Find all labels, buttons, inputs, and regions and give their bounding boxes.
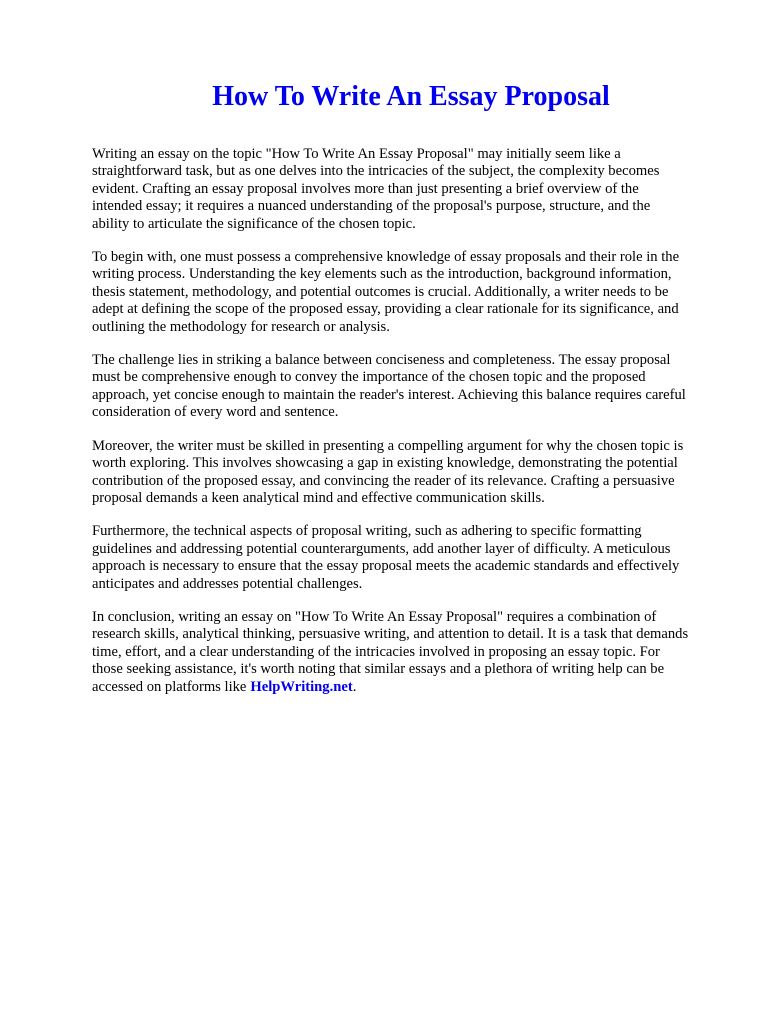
paragraph — [92, 609, 732, 696]
paragraph-line: approach is necessary to ensure that the essay proposal meets the academic standards and effectively — [92, 558, 680, 575]
paragraph-line: In conclusion, writing an essay on "How To Write An Essay Proposal" requires a combination of — [92, 608, 657, 625]
line-text: accessed on platforms like — [92, 678, 247, 695]
paragraph-line: writing process. Understanding the key elements such as the introduction, background information, — [92, 266, 672, 283]
paragraph-line: To begin with, one must possess a comprehensive knowledge of essay proposals and their role in the — [92, 249, 680, 266]
paragraph-line: must be comprehensive enough to convey the importance of the chosen topic and the proposed — [92, 369, 646, 386]
paragraph-line: worth exploring. This involves showcasing a gap in existing knowledge, demonstrating the potential — [92, 455, 678, 472]
paragraph-line: intended essay; it requires a nuanced understanding of the proposal's purpose, structure, and the — [92, 198, 651, 215]
paragraph-line: thesis statement, methodology, and potential outcomes is crucial. Additionally, a writer needs to be — [92, 283, 669, 300]
paragraph-line: guidelines and addressing potential counterarguments, add another layer of difficulty. A meticulous — [92, 540, 671, 557]
paragraph-line: time, effort, and a clear understanding of the intricacies involved in proposing an essay topic. For — [92, 643, 660, 660]
paragraph — [92, 523, 732, 593]
paragraph-line: evident. Crafting an essay proposal involves more than just presenting a brief overview of the — [92, 180, 639, 197]
paragraph — [92, 146, 732, 233]
paragraph-line: proposal demands a keen analytical mind and effective communication skills. — [92, 489, 545, 506]
paragraph-line: The challenge lies in striking a balance between conciseness and completeness. The essay proposal — [92, 352, 671, 369]
paragraph — [92, 352, 732, 422]
paragraph-line: research skills, analytical thinking, persuasive writing, and attention to detail. It is a task that demands — [92, 626, 689, 643]
paragraph — [92, 249, 732, 336]
paragraph-line: Writing an essay on the topic "How To Write An Essay Proposal" may initially seem like a — [92, 146, 621, 162]
paragraph-line: ability to articulate the significance of the chosen topic. — [92, 215, 416, 232]
helpwriting-link[interactable]: HelpWriting.net — [250, 678, 353, 695]
paragraph-line: approach, yet concise enough to maintain the reader's interest. Achieving this balance requires careful — [92, 386, 686, 403]
paragraph-line: adept at defining the scope of the proposed essay, providing a clear rationale for its significance, and — [92, 301, 679, 318]
paragraph-line: anticipates and addresses potential challenges. — [92, 575, 363, 592]
document-body — [92, 146, 732, 712]
line-suffix: . — [352, 678, 357, 695]
paragraph-line-with-link — [92, 679, 732, 696]
paragraph-line: consideration of every word and sentence. — [92, 404, 339, 421]
paragraph-line: Furthermore, the technical aspects of proposal writing, such as adhering to specific formatting — [92, 523, 642, 540]
page-title: How To Write An Essay Proposal — [212, 81, 610, 112]
paragraph-line: those seeking assistance, it's worth noting that similar essays and a plethora of writing help can be — [92, 661, 665, 678]
paragraph — [92, 438, 732, 508]
paragraph-line: contribution of the proposed essay, and convincing the reader of its relevance. Crafting a persuasive — [92, 472, 675, 489]
paragraph-line: Moreover, the writer must be skilled in presenting a compelling argument for why the chosen topic is — [92, 437, 684, 454]
paragraph-line: outlining the methodology for research or analysis. — [92, 318, 390, 335]
paragraph-line: straightforward task, but as one delves into the intricacies of the subject, the complexity becomes — [92, 163, 660, 180]
